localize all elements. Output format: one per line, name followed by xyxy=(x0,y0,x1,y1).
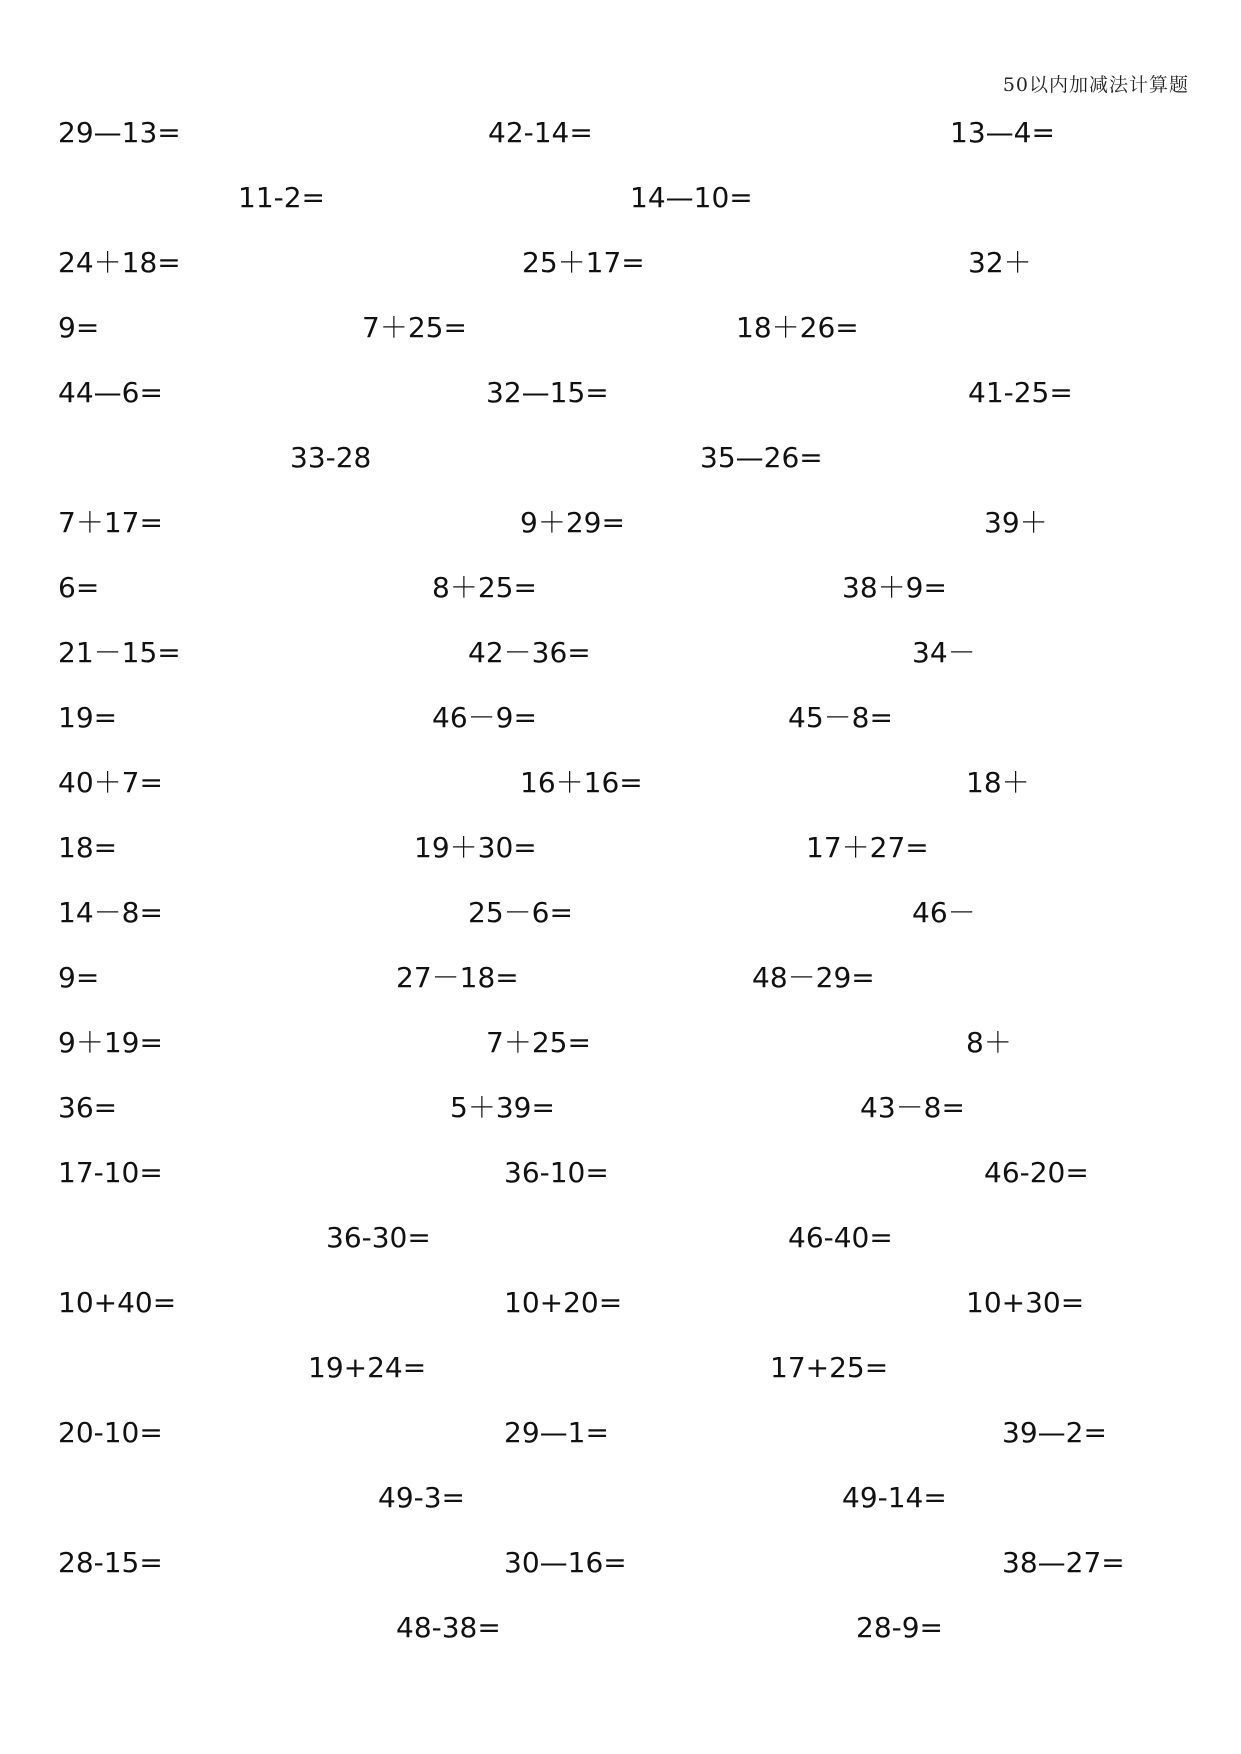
math-problem: 46－9= xyxy=(432,701,537,734)
math-problem: 34－ xyxy=(912,636,976,669)
math-problem: 36= xyxy=(58,1091,118,1124)
math-problem: 9= xyxy=(58,311,100,344)
math-problem: 28-9= xyxy=(856,1611,944,1644)
page-header-title: 50以内加减法计算题 xyxy=(1002,74,1189,96)
math-problem: 6= xyxy=(58,571,100,604)
math-problem: 20-10= xyxy=(58,1416,163,1449)
math-problem: 17-10= xyxy=(58,1156,163,1189)
math-problem: 46-20= xyxy=(984,1156,1089,1189)
math-problem: 44—6= xyxy=(58,376,163,409)
math-problem: 9= xyxy=(58,961,100,994)
math-problem: 48－29= xyxy=(752,961,875,994)
math-problem: 40＋7= xyxy=(58,766,163,799)
math-problem: 32—15= xyxy=(486,376,609,409)
math-problem: 49-14= xyxy=(842,1481,947,1514)
math-problem: 7＋25= xyxy=(362,311,467,344)
math-problem: 19= xyxy=(58,701,118,734)
math-problem: 10+20= xyxy=(504,1286,623,1319)
math-problem: 28-15= xyxy=(58,1546,163,1579)
math-problem: 42-14= xyxy=(488,116,593,149)
math-problem: 35—26= xyxy=(700,441,823,474)
math-problem: 46-40= xyxy=(788,1221,893,1254)
math-problem: 16＋16= xyxy=(520,766,643,799)
math-problem: 21－15= xyxy=(58,636,181,669)
math-problem: 17+25= xyxy=(770,1351,889,1384)
math-problem: 36-30= xyxy=(326,1221,431,1254)
math-problem: 49-3= xyxy=(378,1481,466,1514)
math-problem: 25－6= xyxy=(468,896,573,929)
math-problem: 36-10= xyxy=(504,1156,609,1189)
math-problem: 7＋25= xyxy=(486,1026,591,1059)
math-problem: 14－8= xyxy=(58,896,163,929)
math-problem: 18＋26= xyxy=(736,311,859,344)
math-problem: 48-38= xyxy=(396,1611,501,1644)
math-problem: 14—10= xyxy=(630,181,753,214)
math-problem: 45－8= xyxy=(788,701,893,734)
math-problem: 13—4= xyxy=(950,116,1055,149)
math-problem: 18= xyxy=(58,831,118,864)
math-problem: 9＋19= xyxy=(58,1026,163,1059)
math-problem: 9＋29= xyxy=(520,506,625,539)
math-problem: 42－36= xyxy=(468,636,591,669)
math-problem: 29—1= xyxy=(504,1416,609,1449)
math-problem: 41-25= xyxy=(968,376,1073,409)
math-problem: 32＋ xyxy=(968,246,1032,279)
math-problem: 10+40= xyxy=(58,1286,177,1319)
math-problem: 38—27= xyxy=(1002,1546,1125,1579)
math-problem: 43－8= xyxy=(860,1091,965,1124)
math-problem: 8＋ xyxy=(966,1026,1012,1059)
math-problem: 11-2= xyxy=(238,181,326,214)
math-problem: 38＋9= xyxy=(842,571,947,604)
math-problem: 25＋17= xyxy=(522,246,645,279)
math-problem: 30—16= xyxy=(504,1546,627,1579)
math-problem: 33-28 xyxy=(290,441,372,474)
math-problem: 8＋25= xyxy=(432,571,537,604)
math-problem: 29—13= xyxy=(58,116,181,149)
math-problem: 19+24= xyxy=(308,1351,427,1384)
math-problem: 24＋18= xyxy=(58,246,181,279)
math-problem: 7＋17= xyxy=(58,506,163,539)
math-problem: 27－18= xyxy=(396,961,519,994)
math-problem: 46－ xyxy=(912,896,976,929)
math-problem: 39—2= xyxy=(1002,1416,1107,1449)
math-problem: 17＋27= xyxy=(806,831,929,864)
math-problem: 39＋ xyxy=(984,506,1048,539)
math-problem: 5＋39= xyxy=(450,1091,555,1124)
math-problem: 19＋30= xyxy=(414,831,537,864)
math-problem: 10+30= xyxy=(966,1286,1085,1319)
math-problem: 18＋ xyxy=(966,766,1030,799)
